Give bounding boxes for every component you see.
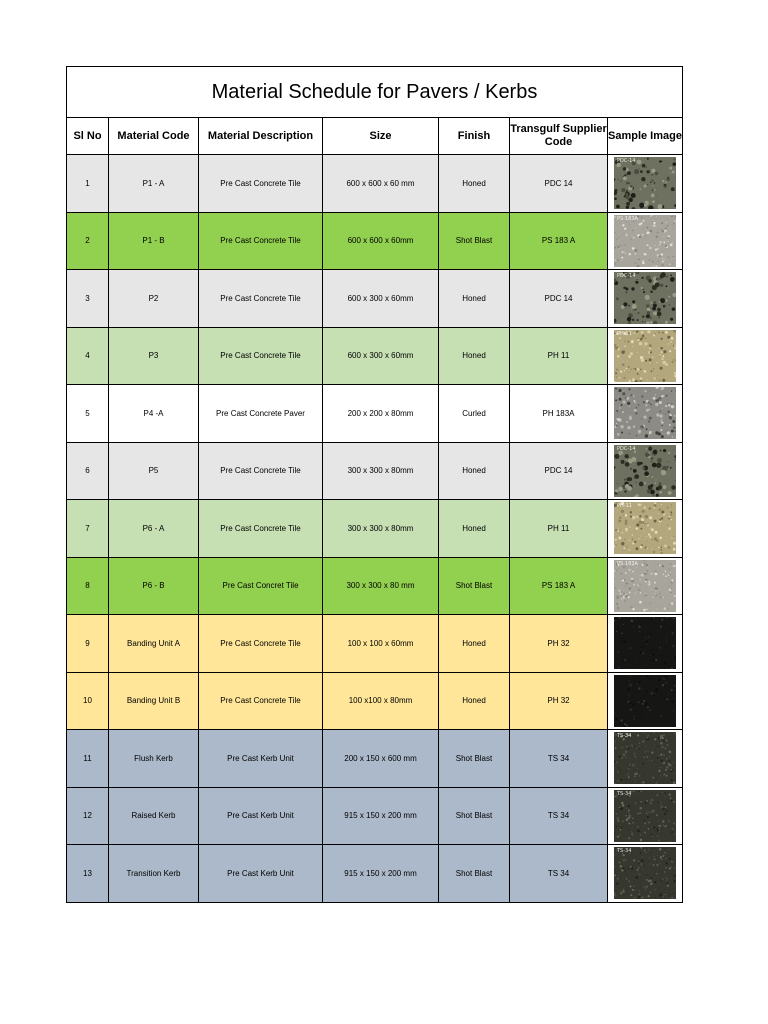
sample-image-cell	[608, 730, 683, 788]
supplier-code-cell: PH 11	[510, 500, 608, 558]
finish-cell: Honed	[439, 672, 510, 730]
size-cell: 300 x 300 x 80 mm	[323, 557, 439, 615]
size-cell: 600 x 600 x 60 mm	[323, 155, 439, 213]
column-header-material-description: Material Description	[199, 118, 323, 155]
sl-no-cell: 12	[67, 787, 109, 845]
sample-image-cell	[608, 385, 683, 443]
size-cell: 200 x 200 x 80mm	[323, 385, 439, 443]
supplier-code-cell: TS 34	[510, 787, 608, 845]
sample-image	[614, 330, 676, 382]
table-row	[67, 155, 683, 213]
supplier-code-cell: PH 32	[510, 615, 608, 673]
sample-image-label: TS-34	[617, 733, 632, 740]
material-description-cell: Pre Cast Concret Tile	[199, 557, 323, 615]
sl-no-cell: 2	[67, 212, 109, 270]
material-code-cell: P5	[109, 442, 199, 500]
finish-cell: Shot Blast	[439, 787, 510, 845]
material-code-cell: Banding Unit B	[109, 672, 199, 730]
sample-image-label: TS-34	[617, 790, 632, 797]
sl-no-cell: 3	[67, 270, 109, 328]
material-description-cell: Pre Cast Kerb Unit	[199, 787, 323, 845]
sample-image-cell	[608, 787, 683, 845]
table-row	[67, 845, 683, 903]
finish-cell: Shot Blast	[439, 730, 510, 788]
material-code-cell: P4 -A	[109, 385, 199, 443]
material-description-cell: Pre Cast Concrete Tile	[199, 155, 323, 213]
column-header-sample-image: Sample Image	[608, 118, 683, 155]
sample-image	[614, 502, 676, 554]
material-description-cell: Pre Cast Concrete Tile	[199, 500, 323, 558]
size-cell: 200 x 150 x 600 mm	[323, 730, 439, 788]
size-cell: 100 x100 x 80mm	[323, 672, 439, 730]
sample-image-cell	[608, 557, 683, 615]
material-code-cell: Banding Unit A	[109, 615, 199, 673]
sl-no-cell: 11	[67, 730, 109, 788]
table-row	[67, 212, 683, 270]
material-code-cell: P2	[109, 270, 199, 328]
sample-image-label: PDC-14	[617, 445, 636, 452]
sl-no-cell: 6	[67, 442, 109, 500]
sample-image	[614, 272, 676, 324]
sample-image	[614, 387, 676, 439]
table-row	[67, 385, 683, 443]
header-row	[67, 118, 683, 155]
sample-image-cell	[608, 270, 683, 328]
size-cell: 300 x 300 x 80mm	[323, 442, 439, 500]
supplier-code-cell: PS 183 A	[510, 557, 608, 615]
material-description-cell: Pre Cast Concrete Tile	[199, 615, 323, 673]
page-title: Material Schedule for Pavers / Kerbs	[67, 67, 683, 118]
sl-no-cell: 4	[67, 327, 109, 385]
size-cell: 915 x 150 x 200 mm	[323, 787, 439, 845]
material-description-cell: Pre Cast Concrete Tile	[199, 672, 323, 730]
finish-cell: Curled	[439, 385, 510, 443]
material-schedule-table	[66, 66, 683, 903]
supplier-code-cell: PH 32	[510, 672, 608, 730]
table-row	[67, 327, 683, 385]
sample-image-cell	[608, 500, 683, 558]
table-row	[67, 787, 683, 845]
sample-image-label: PDC-14	[617, 273, 636, 280]
material-description-cell: Pre Cast Concrete Paver	[199, 385, 323, 443]
supplier-code-cell: TS 34	[510, 845, 608, 903]
column-header-sl-no: Sl No	[67, 118, 109, 155]
material-code-cell: P1 - B	[109, 212, 199, 270]
sl-no-cell: 7	[67, 500, 109, 558]
column-header-finish: Finish	[439, 118, 510, 155]
table-row	[67, 442, 683, 500]
sl-no-cell: 9	[67, 615, 109, 673]
supplier-code-cell: PS 183 A	[510, 212, 608, 270]
sample-image	[614, 445, 676, 497]
column-header-material-code: Material Code	[109, 118, 199, 155]
sample-image	[614, 617, 676, 669]
material-description-cell: Pre Cast Concrete Tile	[199, 442, 323, 500]
sl-no-cell: 8	[67, 557, 109, 615]
material-description-cell: Pre Cast Concrete Tile	[199, 270, 323, 328]
table-row	[67, 615, 683, 673]
sample-image-cell	[608, 845, 683, 903]
material-code-cell: P6 - A	[109, 500, 199, 558]
material-code-cell: Raised Kerb	[109, 787, 199, 845]
material-code-cell: Transition Kerb	[109, 845, 199, 903]
size-cell: 100 x 100 x 60mm	[323, 615, 439, 673]
supplier-code-cell: PH 11	[510, 327, 608, 385]
material-code-cell: P6 - B	[109, 557, 199, 615]
finish-cell: Honed	[439, 615, 510, 673]
column-header-supplier-code: Transgulf Supplier Code	[510, 118, 608, 155]
supplier-code-cell: PH 183A	[510, 385, 608, 443]
table-row	[67, 672, 683, 730]
table-row	[67, 270, 683, 328]
sample-image-cell	[608, 442, 683, 500]
finish-cell: Shot Blast	[439, 557, 510, 615]
sample-image	[614, 847, 676, 899]
finish-cell: Honed	[439, 500, 510, 558]
sample-image	[614, 790, 676, 842]
material-description-cell: Pre Cast Kerb Unit	[199, 845, 323, 903]
finish-cell: Shot Blast	[439, 845, 510, 903]
supplier-code-cell: PDC 14	[510, 442, 608, 500]
sample-image-label: PH-11	[617, 503, 632, 510]
size-cell: 600 x 600 x 60mm	[323, 212, 439, 270]
finish-cell: Honed	[439, 442, 510, 500]
supplier-code-cell: TS 34	[510, 730, 608, 788]
size-cell: 300 x 300 x 80mm	[323, 500, 439, 558]
finish-cell: Honed	[439, 270, 510, 328]
sample-image	[614, 675, 676, 727]
supplier-code-cell: PDC 14	[510, 155, 608, 213]
size-cell: 915 x 150 x 200 mm	[323, 845, 439, 903]
sample-image-label: PDC-14	[617, 158, 636, 165]
sample-image-cell	[608, 327, 683, 385]
table-row	[67, 557, 683, 615]
sample-image-cell	[608, 672, 683, 730]
sl-no-cell: 1	[67, 155, 109, 213]
finish-cell: Honed	[439, 155, 510, 213]
sample-image-cell	[608, 615, 683, 673]
sl-no-cell: 13	[67, 845, 109, 903]
sample-image-label: TS-34	[617, 848, 632, 855]
sample-image-cell	[608, 155, 683, 213]
sample-image-label: PS-183A	[617, 560, 638, 567]
finish-cell: Shot Blast	[439, 212, 510, 270]
size-cell: 600 x 300 x 60mm	[323, 270, 439, 328]
sl-no-cell: 5	[67, 385, 109, 443]
sample-image-label: PS-183A	[617, 215, 638, 222]
sample-image	[614, 560, 676, 612]
sample-image-label: PH-11	[617, 330, 632, 337]
material-code-cell: P1 - A	[109, 155, 199, 213]
sl-no-cell: 10	[67, 672, 109, 730]
sample-image	[614, 157, 676, 209]
sample-image	[614, 215, 676, 267]
finish-cell: Honed	[439, 327, 510, 385]
material-code-cell: P3	[109, 327, 199, 385]
material-description-cell: Pre Cast Concrete Tile	[199, 327, 323, 385]
column-header-size: Size	[323, 118, 439, 155]
size-cell: 600 x 300 x 60mm	[323, 327, 439, 385]
material-description-cell: Pre Cast Concrete Tile	[199, 212, 323, 270]
material-code-cell: Flush Kerb	[109, 730, 199, 788]
table-body	[67, 155, 683, 903]
sample-image	[614, 732, 676, 784]
table-row	[67, 500, 683, 558]
supplier-code-cell: PDC 14	[510, 270, 608, 328]
material-description-cell: Pre Cast Kerb Unit	[199, 730, 323, 788]
sample-image-cell	[608, 212, 683, 270]
table-row	[67, 730, 683, 788]
